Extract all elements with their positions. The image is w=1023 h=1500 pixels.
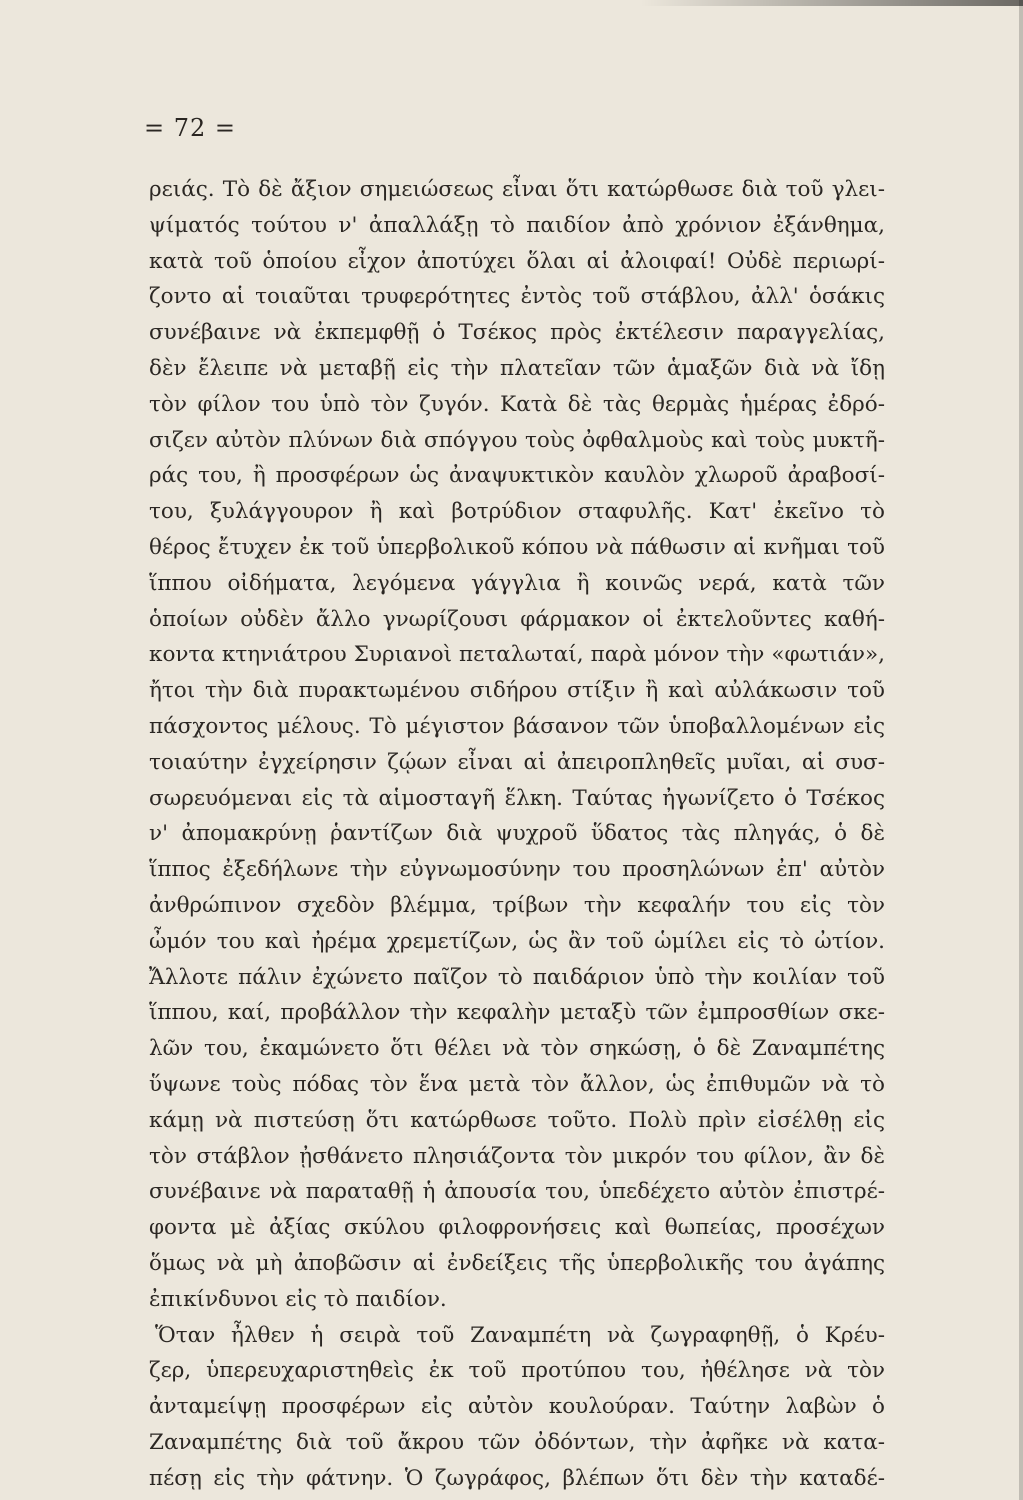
- text-line: τὸν φίλον του ὑπὸ τὸν ζυγόν. Κατὰ δὲ τὰς θερμὰς ἡμέρας ἐδρό-: [149, 391, 885, 417]
- text-line: συνέβαινε νὰ ἐκπεμφθῇ ὁ Τσέκος πρὸς ἐκτέλεσιν παραγγελίας,: [149, 320, 885, 346]
- body-text: [149, 172, 885, 1496]
- text-line: ἀνταμείψῃ προσφέρων εἰς αὐτὸν κουλούραν. Ταύτην λαβὼν ὁ: [149, 1394, 885, 1420]
- text-line: ψίματός τούτου ν' ἀπαλλάξῃ τὸ παιδίον ἀπὸ χρόνιον ἐξάνθημα,: [149, 212, 885, 238]
- page-edge-right: [1019, 0, 1023, 1500]
- text-line-paragraph-end: ἐπικίνδυνοι εἰς τὸ παιδίον.: [149, 1286, 447, 1312]
- text-line: κατὰ τοῦ ὁποίου εἶχον ἀποτύχει ὅλαι αἱ ἀλοιφαί! Οὐδὲ περιωρί-: [149, 248, 885, 274]
- page-number: = 72 =: [144, 114, 237, 142]
- text-line: ρειάς. Τὸ δὲ ἄξιον σημειώσεως εἶναι ὅτι κατώρθωσε διὰ τοῦ γλει-: [149, 177, 885, 202]
- text-line: του, ξυλάγγουρον ἢ καὶ βοτρύδιον σταφυλῆς. Κατ' ἐκεῖνο τὸ: [149, 499, 885, 525]
- text-line: τὸν στάβλον ᾐσθάνετο πλησιάζοντα τὸν μικρόν του φίλον, ἂν δὲ: [149, 1143, 885, 1169]
- text-line: ἵππου οἰδήματα, λεγόμενα γάγγλια ἢ κοινῶς νερά, κατὰ τῶν: [149, 570, 885, 596]
- text-line-paragraph-start: Ὅταν ἦλθεν ἡ σειρὰ τοῦ Ζαναμπέτη νὰ ζωγραφηθῇ, ὁ Κρέυ-: [155, 1322, 885, 1348]
- text-line: ἤτοι τὴν διὰ πυρακτωμένου σιδήρου στίξιν ἢ καὶ αὐλάκωσιν τοῦ: [149, 678, 885, 704]
- text-line: κάμῃ νὰ πιστεύσῃ ὅτι κατώρθωσε τοῦτο. Πολὺ πρὶν εἰσέλθῃ εἰς: [149, 1107, 885, 1133]
- text-line: ὅμως νὰ μὴ ἀποβῶσιν αἱ ἐνδείξεις τῆς ὑπερβολικῆς του ἀγάπης: [149, 1250, 885, 1276]
- text-line: ν' ἀπομακρύνῃ ῥαντίζων διὰ ψυχροῦ ὕδατος τὰς πληγάς, ὁ δὲ: [149, 821, 885, 847]
- text-line: Ζαναμπέτης διὰ τοῦ ἄκρου τῶν ὀδόντων, τὴν ἀφῆκε νὰ κατα-: [149, 1429, 885, 1455]
- text-line: ζερ, ὑπερευχαριστηθεὶς ἐκ τοῦ προτύπου του, ἠθέλησε νὰ τὸν: [149, 1358, 885, 1384]
- text-line: ἵππου, καί, προβάλλον τὴν κεφαλὴν μεταξὺ τῶν ἐμπροσθίων σκε-: [149, 1000, 885, 1026]
- text-line: ὦμόν του καὶ ἠρέμα χρεμετίζων, ὡς ἂν τοῦ ὡμίλει εἰς τὸ ὠτίον.: [149, 928, 885, 954]
- text-line: τοιαύτην ἐγχείρησιν ζῴων εἶναι αἱ ἀπειροπληθεῖς μυῖαι, αἱ συσ-: [149, 749, 885, 775]
- text-line: σιζεν αὐτὸν πλύνων διὰ σπόγγου τοὺς ὀφθαλμοὺς καὶ τοὺς μυκτῆ-: [149, 427, 885, 453]
- text-line: ζοντο αἱ τοιαῦται τρυφερότητες ἐντὸς τοῦ στάβλου, ἀλλ' ὁσάκις: [149, 284, 885, 310]
- text-line: ἵππος ἐξεδήλωνε τὴν εὐγνωμοσύνην του προσηλώνων ἐπ' αὐτὸν: [149, 857, 885, 883]
- text-line: Ἄλλοτε πάλιν ἐχώνετο παῖζον τὸ παιδάριον ὑπὸ τὴν κοιλίαν τοῦ: [149, 964, 885, 990]
- text-line: θέρος ἔτυχεν ἐκ τοῦ ὑπερβολικοῦ κόπου νὰ πάθωσιν αἱ κνῆμαι τοῦ: [149, 534, 885, 560]
- page-edge-shadow: [640, 0, 1023, 6]
- text-line: πάσχοντος μέλους. Τὸ μέγιστον βάσανον τῶν ὑποβαλλομένων εἰς: [149, 713, 885, 739]
- text-line: συνέβαινε νὰ παραταθῇ ἡ ἀπουσία του, ὑπεδέχετο αὐτὸν ἐπιστρέ-: [149, 1179, 885, 1205]
- text-line: δὲν ἔλειπε νὰ μεταβῇ εἰς τὴν πλατεῖαν τῶν ἁμαξῶν διὰ νὰ ἴδῃ: [149, 355, 885, 381]
- text-line: κοντα κτηνιάτρου Συριανοὶ πεταλωταί, παρὰ μόνον τὴν «φωτιάν»,: [149, 642, 885, 668]
- text-line: πέσῃ εἰς τὴν φάτνην. Ὁ ζωγράφος, βλέπων ὅτι δὲν τὴν καταδέ-: [149, 1465, 885, 1491]
- text-line: σωρευόμεναι εἰς τὰ αἱμοσταγῆ ἕλκη. Ταύτας ἠγωνίζετο ὁ Τσέκος: [149, 785, 885, 811]
- text-line: ράς του, ἢ προσφέρων ὡς ἀναψυκτικὸν καυλὸν χλωροῦ ἀραβοσί-: [149, 463, 885, 489]
- text-line: φοντα μὲ ἀξίας σκύλου φιλοφρονήσεις καὶ θωπείας, προσέχων: [149, 1215, 885, 1241]
- text-line: ὕψωνε τοὺς πόδας τὸν ἕνα μετὰ τὸν ἄλλον, ὡς ἐπιθυμῶν νὰ τὸ: [149, 1071, 885, 1097]
- text-line: ὁποίων οὐδὲν ἄλλο γνωρίζουσι φάρμακον οἱ ἐκτελοῦντες καθή-: [149, 606, 885, 632]
- text-line: ἀνθρώπινον σχεδὸν βλέμμα, τρίβων τὴν κεφαλήν του εἰς τὸν: [149, 892, 885, 918]
- text-line: λῶν του, ἐκαμώνετο ὅτι θέλει νὰ τὸν σηκώσῃ, ὁ δὲ Ζαναμπέτης: [149, 1036, 885, 1062]
